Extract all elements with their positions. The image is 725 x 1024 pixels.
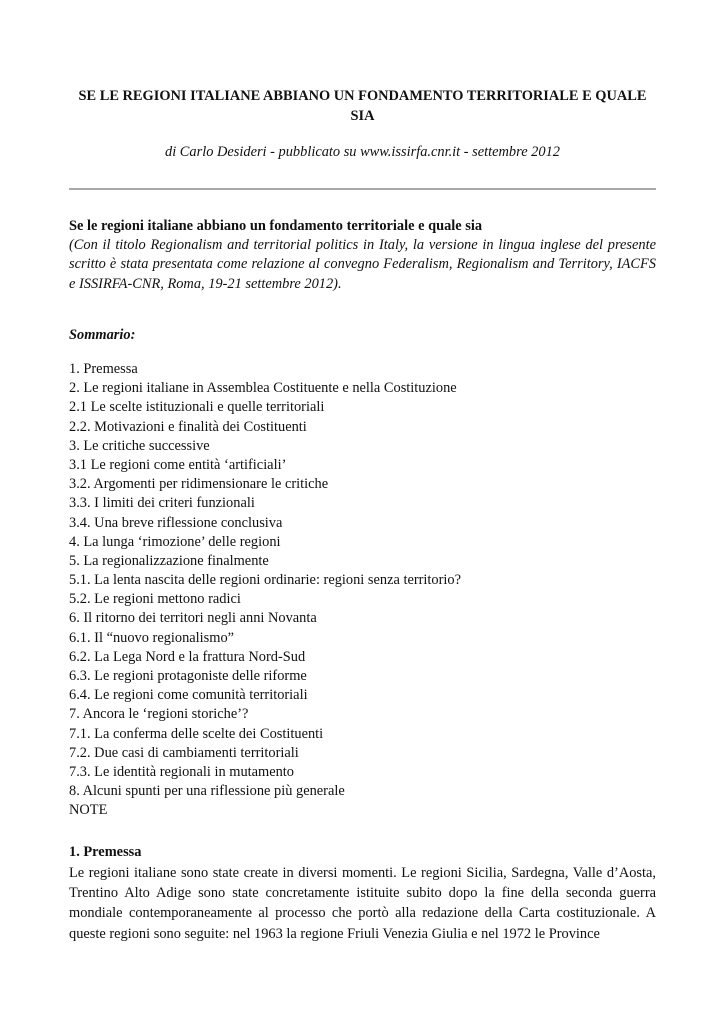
toc-item: 6.3. Le regioni protagoniste delle riforme [69,668,307,684]
toc-item: 5.1. La lenta nascita delle regioni ordinarie: regioni senza territorio? [69,572,461,589]
horizontal-divider [69,188,656,190]
premessa-paragraph: Le regioni italiane sono state create in diversi momenti. Le regioni Sicilia, Sardegna, Valle d’Aosta, Trentino Alto Adige sono state concretamente istituite subito dopo la fine della seconda guerra mondiale contemporaneamente al processo che portò alla redazione della Carta costituzionale. A queste regioni sono seguite: nel 1963 la regione Friuli Venezia Giulia e nel 1972 le Province [69,865,656,942]
toc-item: 1. Premessa [69,361,138,377]
toc-item: 6. Il ritorno dei territori negli anni Novanta [69,610,317,627]
toc-item: 5.2. Le regioni mettono radici [69,591,241,608]
toc-item: 7. Ancora le ‘regioni storiche’? [69,706,249,723]
toc-item: 4. La lunga ‘rimozione’ delle regioni [69,533,281,550]
toc-item: 2. Le regioni italiane in Assemblea Costituente e nella Costituzione [69,380,457,397]
summary-heading: Sommario: [69,327,136,343]
premessa-heading: 1. Premessa [69,844,142,860]
document-byline: di Carlo Desideri - pubblicato su www.issirfa.cnr.it - settembre 2012 [165,144,560,160]
toc-item: 3. Le critiche successive [69,437,210,454]
toc-item: 3.4. Una breve riflessione conclusiva [69,514,283,531]
intro-note: (Con il titolo Regionalism and territorial politics in Italy, la versione in lingua inglese del presente scritto è stata presentata come relazione al convegno Federalism, Regionalism and Territory, IACFS e ISSIRFA-CNR, Roma, 19-21 settembre 2012). [69,237,656,292]
toc-item: 6.1. Il “nuovo regionalismo” [69,629,235,646]
toc-item: 2.2. Motivazioni e finalità dei Costituenti [69,418,307,435]
document-title: SE LE REGIONI ITALIANE ABBIANO UN FONDAMENTO TERRITORIALE E QUALE SIA [78,88,647,124]
toc-item: 7.1. La conferma delle scelte dei Costituenti [69,725,324,742]
toc-item: 6.2. La Lega Nord e la frattura Nord-Sud [69,648,306,665]
toc-item: 3.2. Argomenti per ridimensionare le critiche [69,476,329,493]
toc-item: 3.3. I limiti dei criteri funzionali [69,495,255,512]
toc-item: 7.3. Le identità regionali in mutamento [69,763,294,780]
toc-item: 8. Alcuni spunti per una riflessione più generale [69,783,345,800]
toc-item: 5. La regionalizzazione finalmente [69,552,269,569]
table-of-contents [69,360,656,821]
toc-item: 2.1 Le scelte istituzionali e quelle territoriali [69,399,325,416]
toc-item: NOTE [69,802,108,819]
section-title: Se le regioni italiane abbiano un fondamento territoriale e quale sia [69,218,483,234]
toc-item: 7.2. Due casi di cambiamenti territoriali [69,744,299,761]
toc-item: 3.1 Le regioni come entità ‘artificiali’ [69,456,287,473]
toc-item: 6.4. Le regioni come comunità territoriali [69,687,308,704]
